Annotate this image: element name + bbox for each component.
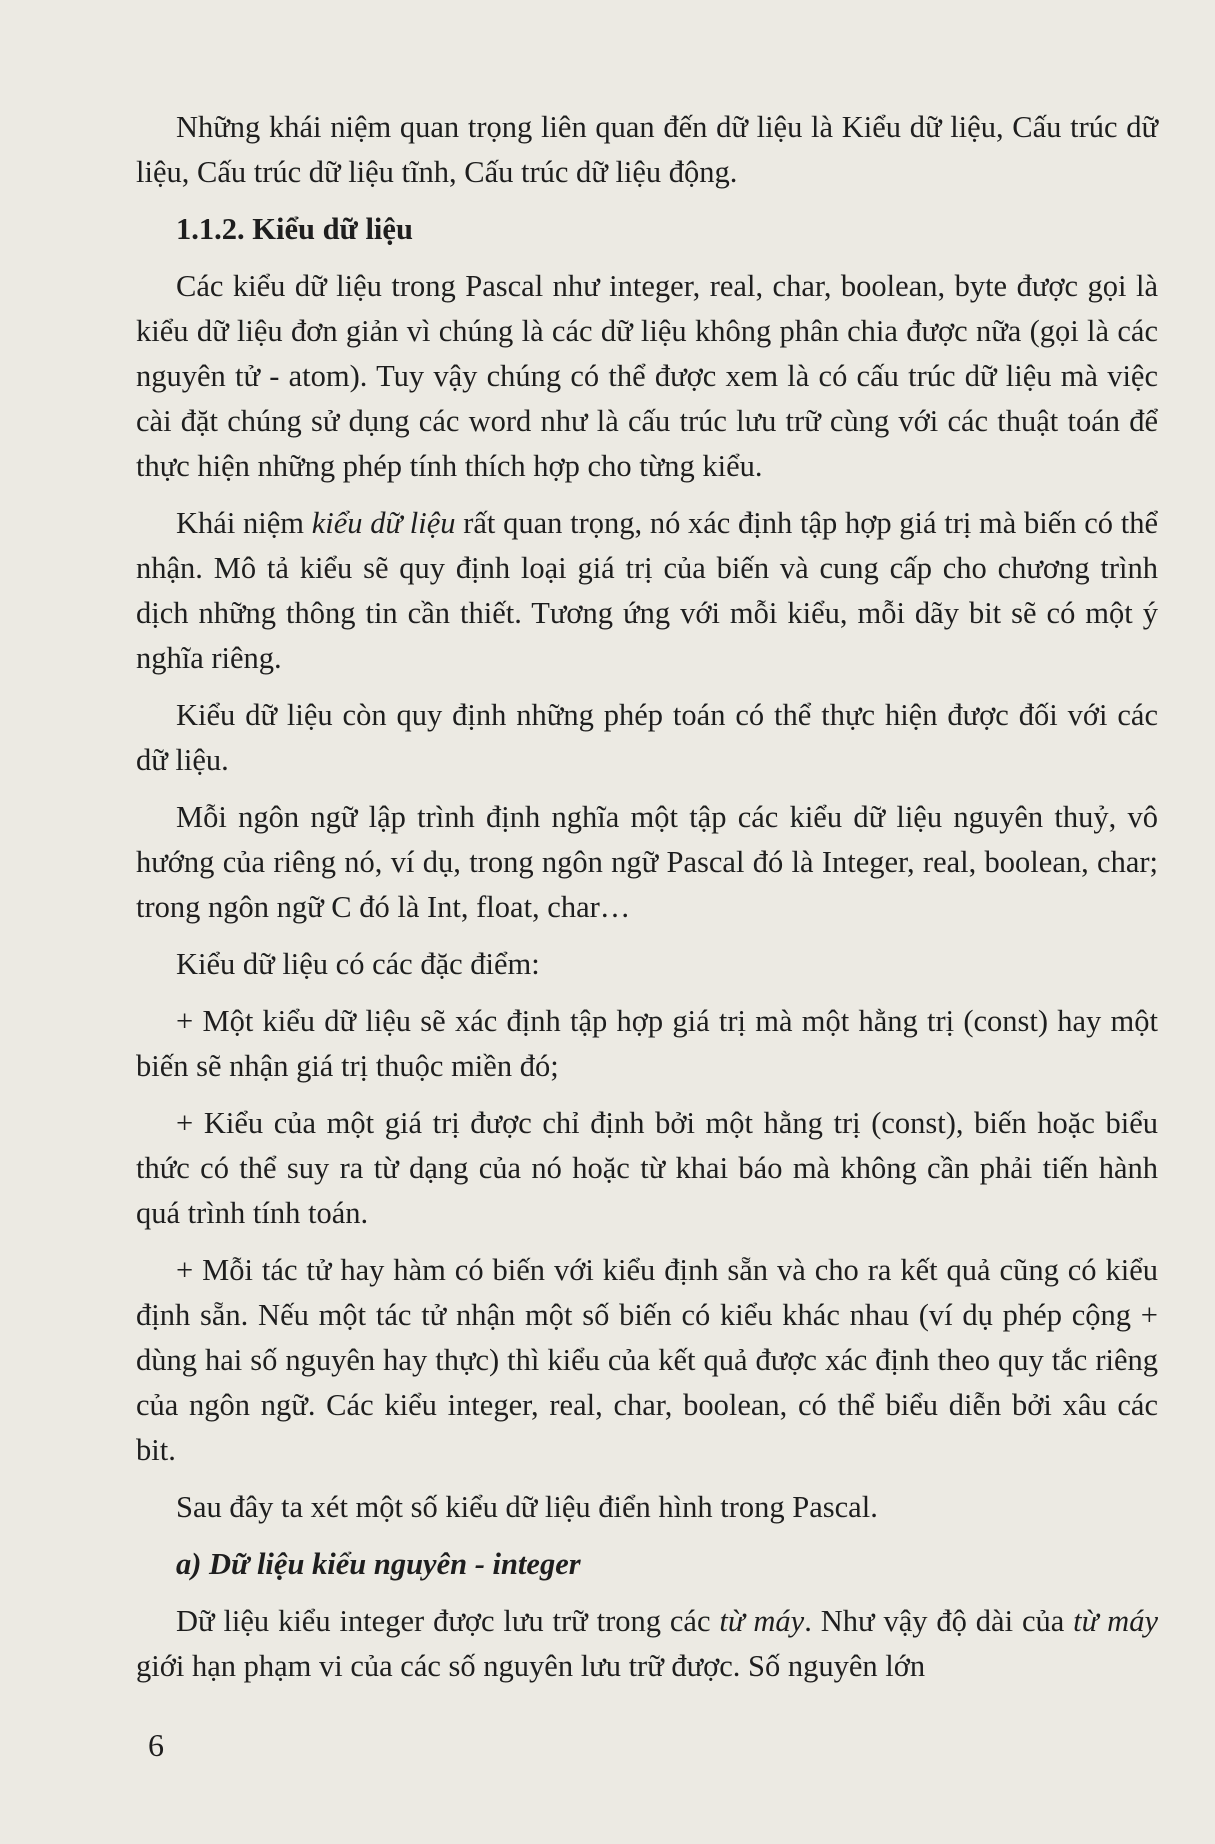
paragraph-characteristics: Kiểu dữ liệu có các đặc điểm: (176, 947, 540, 981)
paragraph-type-concept (136, 501, 1158, 681)
italic-term: từ máy (1073, 1604, 1158, 1638)
text-run: Khái niệm (176, 506, 312, 540)
paragraph-primitive-types: Mỗi ngôn ngữ lập trình định nghĩa một tập các kiểu dữ liệu nguyên thuỷ, vô hướng của riêng nó, ví dụ, trong ngôn ngữ Pascal đó là Integer, real, boolean, char; trong ngôn ngữ C đó là Int, float, char… (136, 800, 1158, 924)
page-body (136, 105, 1158, 1701)
paragraph-intro: Những khái niệm quan trọng liên quan đến dữ liệu là Kiểu dữ liệu, Cấu trúc dữ liệu, Cấu trúc dữ liệu tĩnh, Cấu trúc dữ liệu động. (136, 110, 1158, 189)
paragraph-integer (136, 1599, 1158, 1689)
text-run: . Như vậy độ dài của (804, 1604, 1074, 1638)
bullet-value-set: + Một kiểu dữ liệu sẽ xác định tập hợp giá trị mà một hằng trị (const) hay một biến sẽ nhận giá trị thuộc miền đó; (136, 1004, 1158, 1083)
text-run: Dữ liệu kiểu integer được lưu trữ trong các (176, 1604, 720, 1638)
bullet-type-inference: + Kiểu của một giá trị được chỉ định bởi một hằng trị (const), biến hoặc biểu thức có thể suy ra từ dạng của nó hoặc từ khai báo mà không cần phải tiến hành quá trình tính toán. (136, 1106, 1158, 1230)
page-number: 6 (148, 1727, 164, 1763)
paragraph-simple-types: Các kiểu dữ liệu trong Pascal như integer, real, char, boolean, byte được gọi là kiểu dữ liệu đơn giản vì chúng là các dữ liệu không phân chia được nữa (gọi là các nguyên tử - atom). Tuy vậy chúng có thể được xem là có cấu trúc dữ liệu mà việc cài đặt chúng sử dụng các word như là cấu trúc lưu trữ cùng với các thuật toán để thực hiện những phép tính thích hợp cho từng kiểu. (136, 269, 1158, 483)
paragraph-operations: Kiểu dữ liệu còn quy định những phép toán có thể thực hiện được đối với các dữ liệu. (136, 698, 1158, 777)
italic-term: từ máy (719, 1604, 805, 1638)
subsection-heading: a) Dữ liệu kiểu nguyên - integer (176, 1547, 581, 1581)
paragraph-typical-types: Sau đây ta xét một số kiểu dữ liệu điển hình trong Pascal. (176, 1490, 878, 1524)
text-run: rất quan trọng, nó xác định tập hợp giá trị mà biến có thể nhận. Mô tả kiểu sẽ quy định loại giá trị của biến và cung cấp cho chương trình dịch những thông tin cần thiết. Tương ứng với mỗi kiểu, mỗi dãy bit sẽ có một ý nghĩa riêng. (136, 506, 1158, 675)
section-heading: 1.1.2. Kiểu dữ liệu (176, 212, 413, 246)
text-run: giới hạn phạm vi của các số nguyên lưu trữ được. Số nguyên lớn (136, 1649, 926, 1683)
italic-term: kiểu dữ liệu (311, 506, 456, 540)
bullet-operators: + Mỗi tác tử hay hàm có biến với kiểu định sẵn và cho ra kết quả cũng có kiểu định sẵn. Nếu một tác tử nhận một số biến có kiểu khác nhau (ví dụ phép cộng + dùng hai số nguyên hay thực) thì kiểu của kết quả được xác định theo quy tắc riêng của ngôn ngữ. Các kiểu integer, real, char, boolean, có thể biểu diễn bởi xâu các bit. (136, 1253, 1158, 1467)
